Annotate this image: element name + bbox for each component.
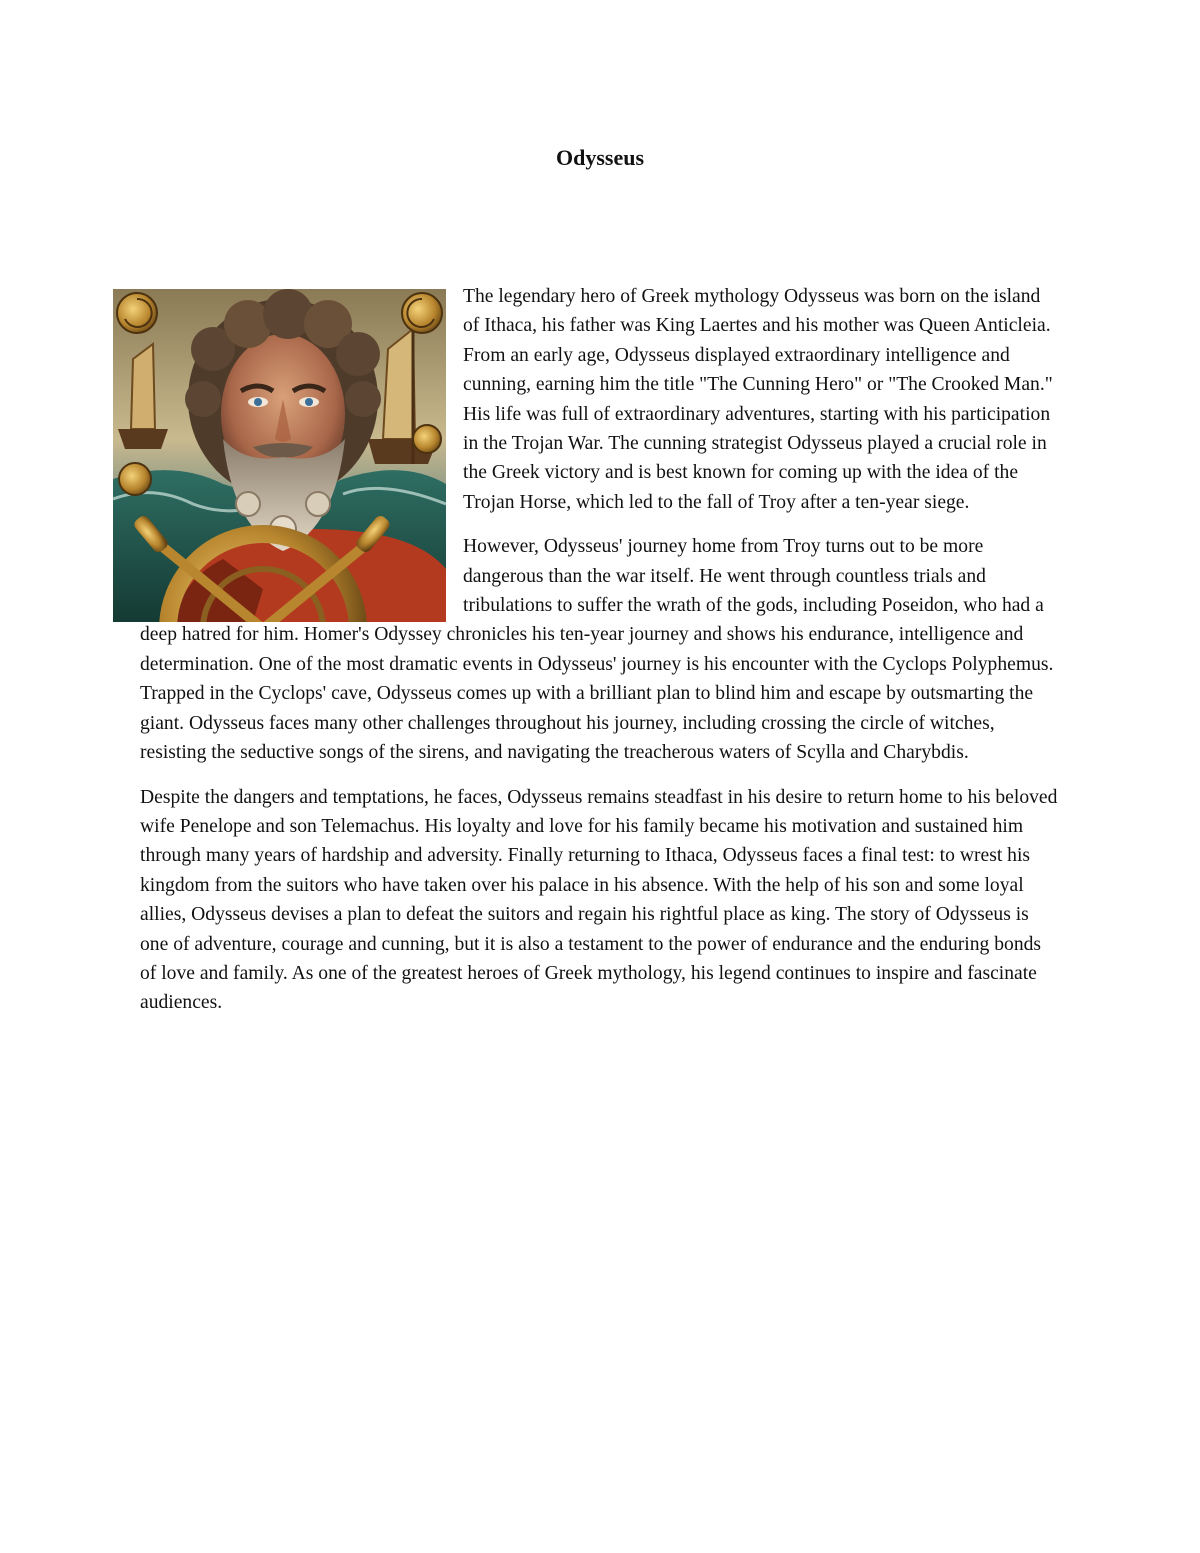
document-title: Odysseus xyxy=(555,145,645,170)
paragraph-3: Despite the dangers and temptations, he faces, Odysseus remains steadfast in his desire to return home to his beloved wife Penelope and son Telemachus. His loyalty and love for his family became his motivation and sustained him through many years of hardship and adversity. Finally returning to Ithaca, Odysseus faces a final test: to wrest his kingdom from the suitors who have taken over his palace in his absence. With the help of his son and some loyal allies, Odysseus devises a plan to defeat the suitors and regain his rightful place as king. The story of Odysseus is one of adventure, courage and cunning, but it is also a testament to the power of endurance and the enduring bonds of love and family. As one of the greatest heroes of Greek mythology, his legend continues to inspire and fascinate audiences. xyxy=(140,786,1058,1014)
paragraph-1: The legendary hero of Greek mythology Odysseus was born on the island of Ithaca, his father was King Laertes and his mother was Queen Anticleia. From an early age, Odysseus displayed extraordinary intelligence and cunning, earning him the title "The Cunning Hero" or "The Crooked Man." His life was full of extraordinary adventures, starting with his participation in the Trojan War. The cunning strategist Odysseus played a crucial role in the Greek victory and is best known for coming up with the idea of the Trojan Horse, which led to the fall of Troy after a ten-year siege. xyxy=(463,286,1053,513)
paragraph-2: However, Odysseus' journey home from Troy turns out to be more dangerous than the war itself. He went through countless trials and tribulations to suffer the wrath of the gods, including Poseidon, who had a deep hatred for him. Homer's Odyssey chronicles his ten-year journey and shows his endurance, intelligence and determination. One of the most dramatic events in Odysseus' journey is his encounter with the Cyclops Polyphemus. Trapped in the Cyclops' cave, Odysseus comes up with a brilliant plan to blind him and escape by outsmarting the giant. Odysseus faces many other challenges throughout his journey, including crossing the circle of witches, resisting the seductive songs of the sirens, and navigating the treacherous waters of Scylla and Charybdis. xyxy=(140,536,1054,764)
document-body xyxy=(140,282,1060,1033)
odysseus-portrait-image xyxy=(113,289,446,622)
portrait-float xyxy=(140,284,463,614)
